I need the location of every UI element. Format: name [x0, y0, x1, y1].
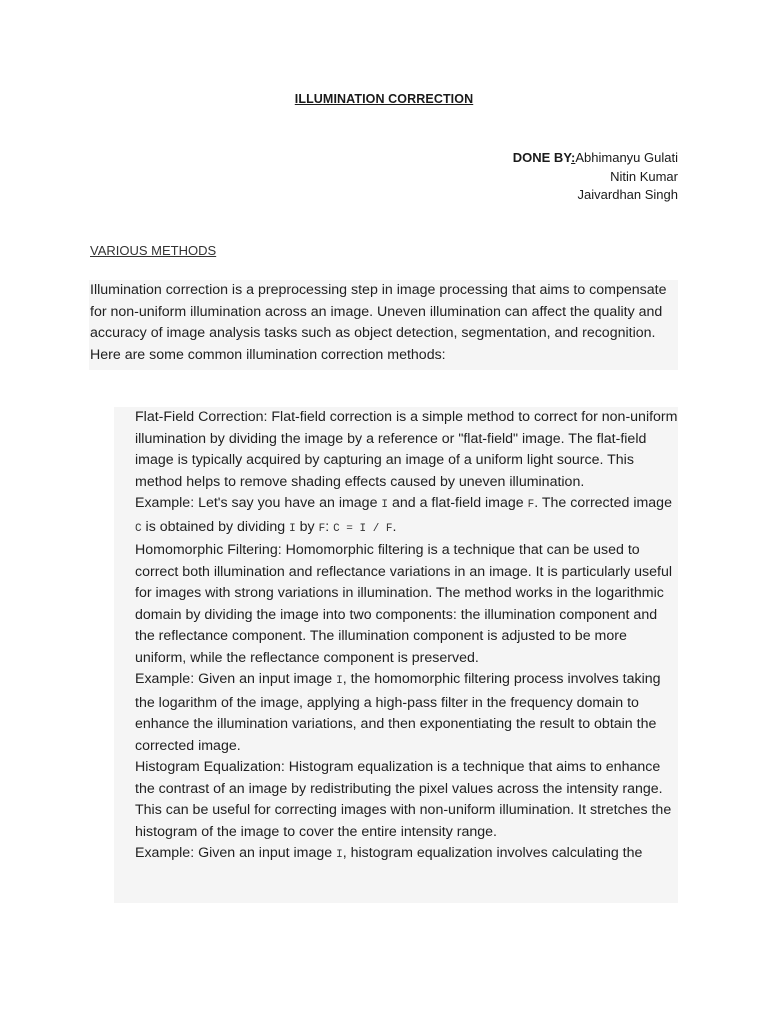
code-inline: I [381, 499, 389, 511]
author-name: Abhimanyu Gulati [575, 150, 678, 165]
code-inline: I [336, 675, 343, 687]
author-line-1 [513, 149, 678, 168]
document-title: ILLUMINATION CORRECTION [294, 92, 474, 106]
example-text: , histogram equalization involves calculating the [342, 845, 643, 861]
example-text: Example: Given an input image [135, 671, 337, 687]
code-inline: I [336, 849, 343, 861]
methods-block [114, 407, 678, 903]
intro-paragraph: Illumination correction is a preprocessing step in image processing that aims to compensate for non-uniform illumination across an image. Uneven illumination can affect the quality and accuracy of image analysis tasks such as object detection, segmentation, and recognition. Here are some common illumination correction methods: [89, 280, 678, 370]
method-homomorphic: Homomorphic Filtering: Homomorphic filtering is a technique that can be used to correct both illumination and reflectance variations in an image. It is particularly useful for images with strong variations in illumination. The method works in the logarithmic domain by dividing the image into two components: the illumination component and the reflectance component. The illumination component is adjusted to be more uniform, while the reflectance component is preserved. [135, 542, 673, 666]
method-histogram-example [135, 843, 678, 867]
done-by-label: DONE BY [512, 150, 572, 165]
example-text: is obtained by dividing [141, 518, 290, 535]
author-block [513, 149, 678, 205]
author-name: Jaivardhan Singh [577, 187, 678, 202]
example-text: Example: Given an input image [135, 845, 337, 861]
example-text: Example: Let's say you have an image [135, 495, 382, 511]
example-text: : [325, 518, 334, 535]
done-by-colon: : [571, 150, 576, 165]
code-inline: C [135, 522, 142, 535]
method-histogram: Histogram Equalization: Histogram equalization is a technique that aims to enhance the contrast of an image by redistributing the pixel values across the intensity range. This can be useful for correcting images with non-uniform illumination. It stretches the histogram of the image to cover the entire intensity range. [135, 759, 672, 840]
methods-list [114, 407, 678, 867]
author-name: Nitin Kumar [610, 168, 678, 184]
example-text: , the homomorphic filtering process involves taking the logarithm of the image, applying a high-pass filter in the frequency domain to enhance the illumination variations, and then exponentiating the result to obtain the corrected image. [135, 671, 661, 754]
section-heading: VARIOUS METHODS [90, 243, 217, 258]
example-text: . [392, 518, 397, 535]
example-text: and a flat-field image [388, 495, 528, 511]
method-flat-field: Flat-Field Correction: Flat-field correction is a simple method to correct for non-uniform illumination by dividing the image by a reference or "flat-field" image. The flat-field image is typically acquired by capturing an image of a uniform light source. This method helps to remove shading effects caused by uneven illumination. [135, 409, 678, 490]
method-homomorphic-example [135, 669, 678, 757]
code-inline: F [318, 522, 326, 535]
code-inline: C = I / F [333, 522, 393, 535]
code-inline: I [289, 522, 296, 535]
example-text: by [295, 518, 319, 535]
example-text: . The corrected image [534, 495, 672, 511]
code-inline: F [527, 499, 535, 511]
method-flat-field-example [135, 493, 678, 540]
